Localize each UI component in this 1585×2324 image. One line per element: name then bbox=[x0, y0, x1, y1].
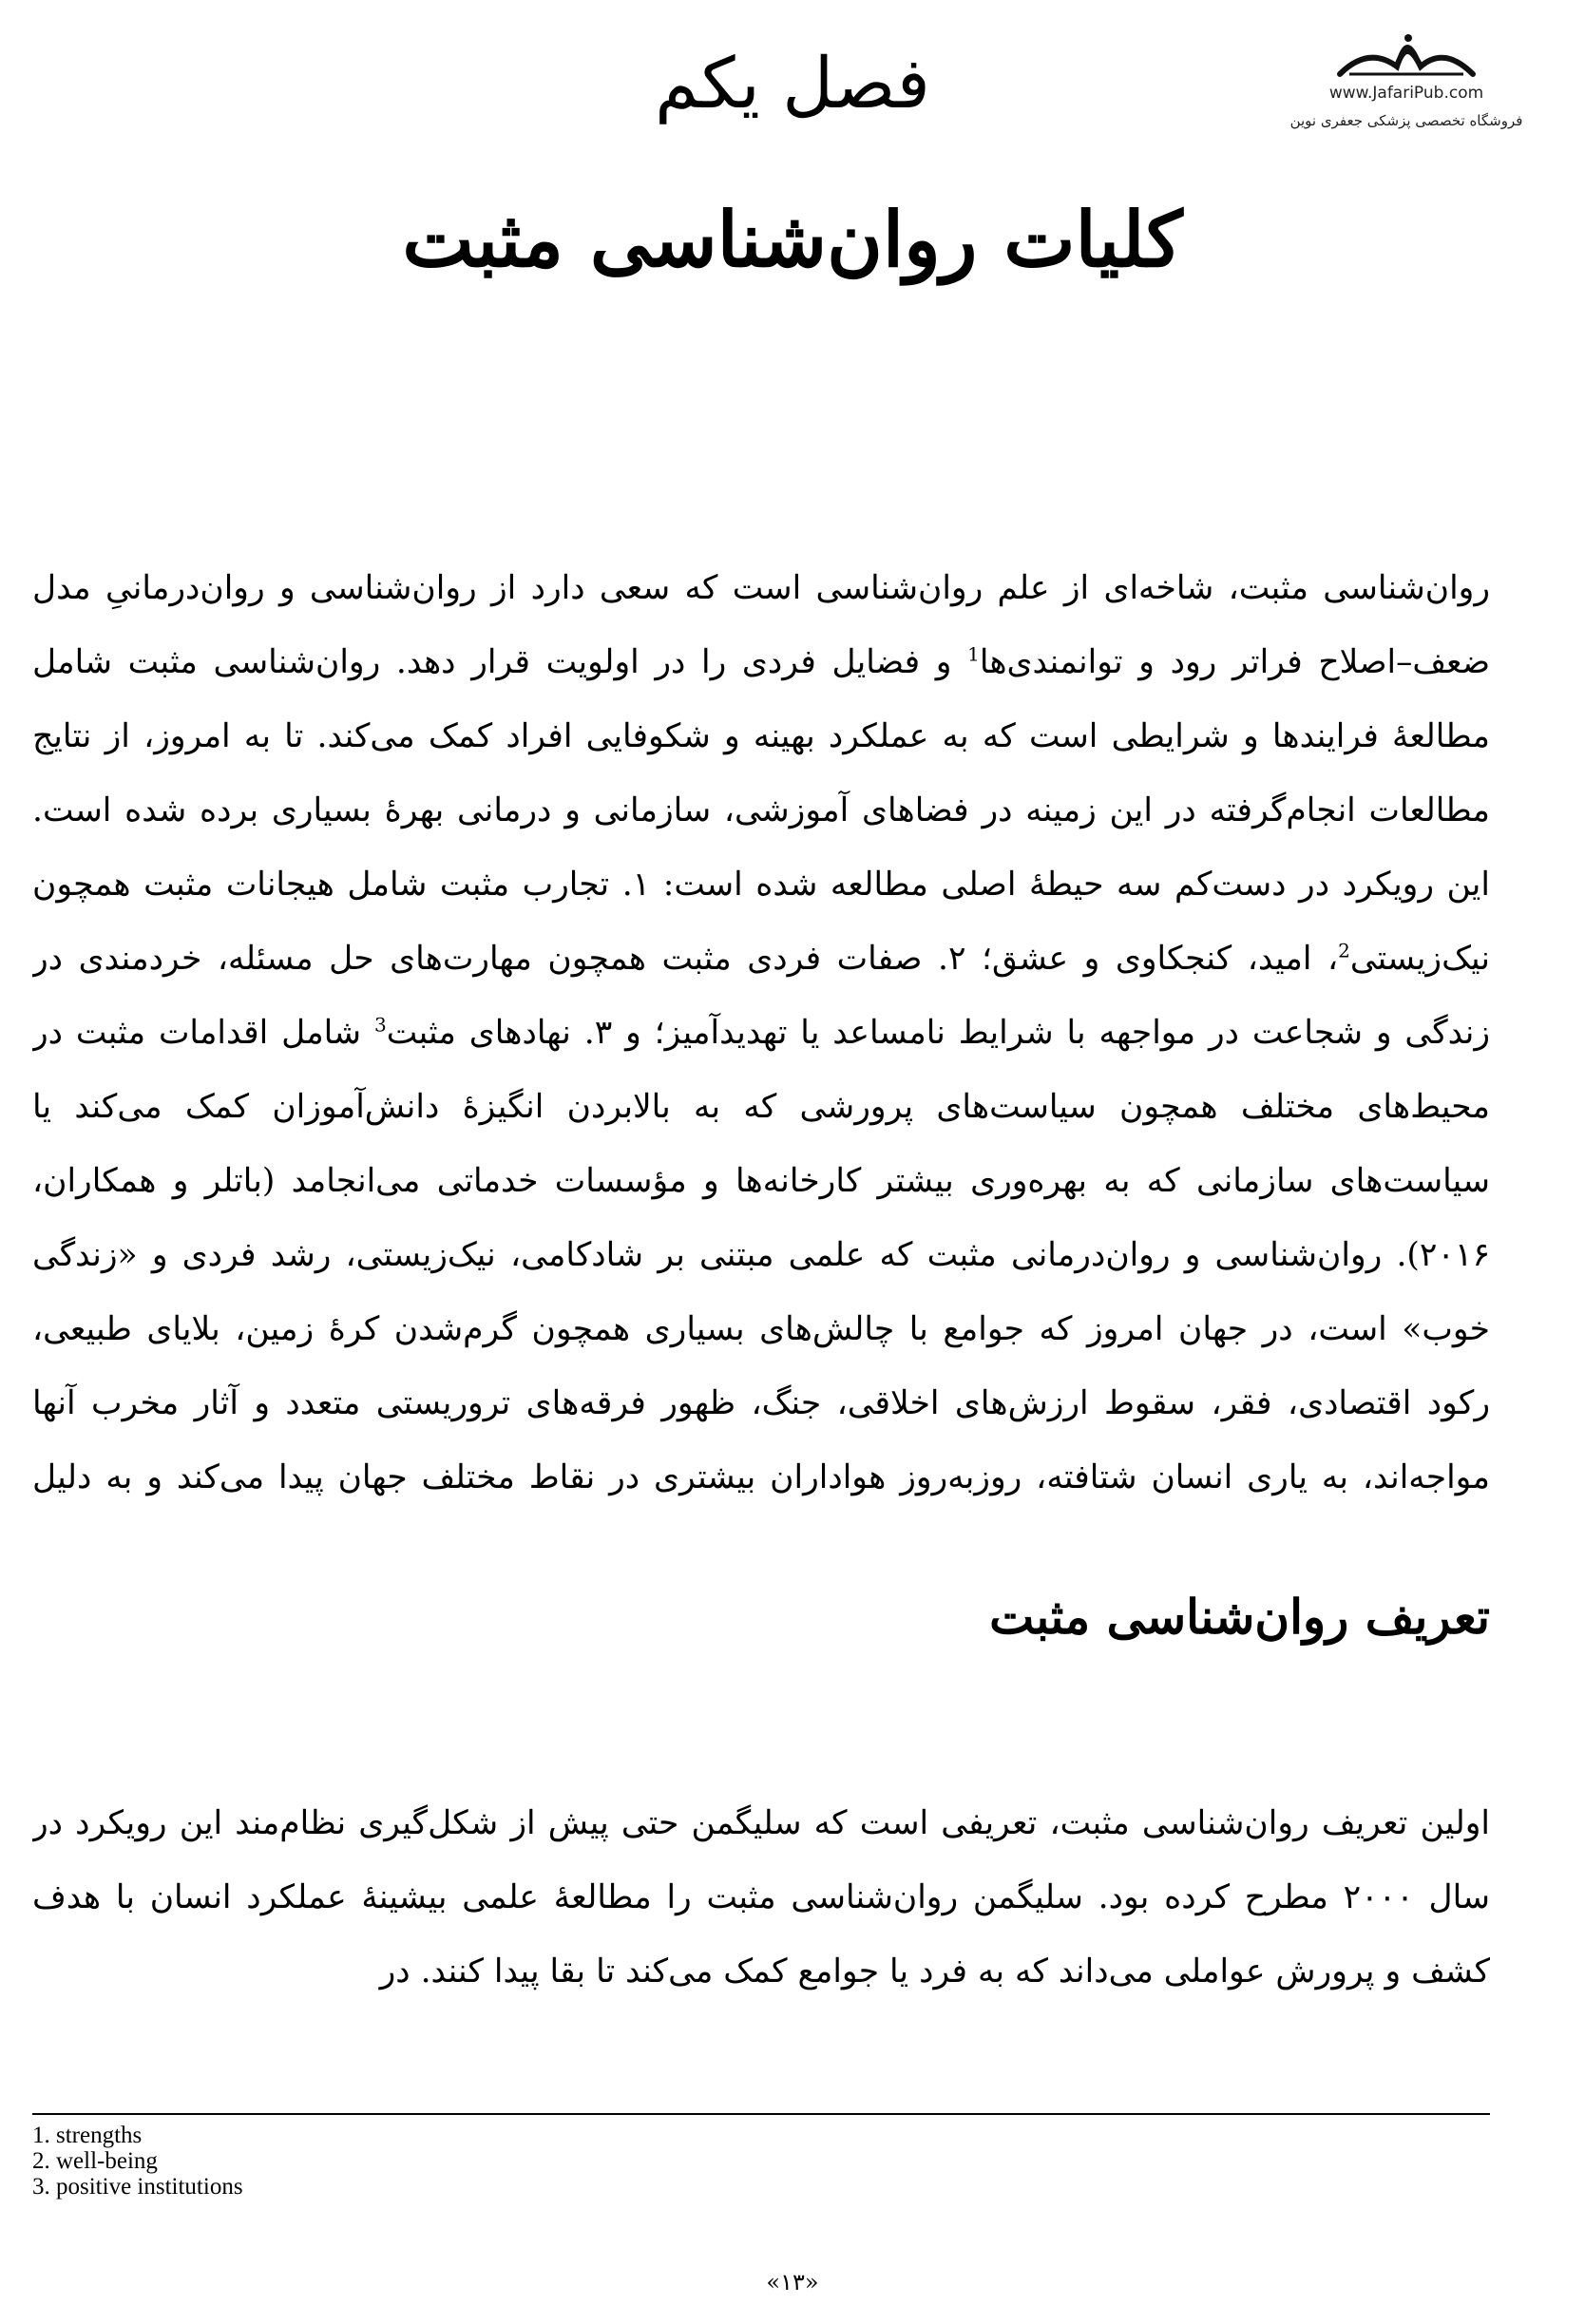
footnotes-list bbox=[32, 2123, 243, 2200]
intro-text-part-2: و فضایل فردی را در اولویت قرار دهد. روان‌شناسی مثبت شامل مطالعهٔ فرایندها و شرایطی است که به عملکرد بهینه و شکوفایی افراد کمک می‌کند. تا به امروز، از نتایج مطالعات انجام‌گرفته در این زمینه در فضاهای آموزشی، سازمانی و درمانی بهرهٔ بسیاری برده شده است. این رویکرد در دست‌کم سه حیطهٔ اصلی مطالعه شده است: ۱. تجارب مثبت شامل هیجانات مثبت همچون نیک‌زیستی bbox=[32, 643, 1490, 978]
intro-paragraph bbox=[32, 551, 1490, 1520]
section-heading-definition: تعریف روان‌شناسی مثبت bbox=[989, 1589, 1490, 1645]
intro-text-part-1: روان‌شناسی مثبت، شاخه‌ای از علم روان‌شناسی است که سعی دارد از روان‌شناسی و روان‌درمانیِ مدل ضعف–اصلاح فراتر رود و توانمندی‌ها bbox=[32, 569, 1490, 681]
footnote-ref-1: 1 bbox=[967, 642, 980, 666]
definition-paragraph: اولین تعریف روان‌شناسی مثبت، تعریفی است که سلیگمن حتی پیش از شکل‌گیری نظام‌مند این رویکرد در سال ۲۰۰۰ مطرح کرده بود. سلیگمن روان‌شناسی مثبت را مطالعهٔ علمی بیشینهٔ عملکرد انسان با هدف کشف و پرورش عواملی می‌داند که به فرد یا جوامع کمک می‌کند تا بقا پیدا کنند. در bbox=[32, 1804, 1490, 1991]
publisher-url: www.JafariPub.com bbox=[1328, 84, 1484, 103]
footnote-item: 3. positive institutions bbox=[32, 2174, 243, 2200]
publisher-tagline: فروشگاه تخصصی پزشکی جعفری نوین bbox=[1289, 112, 1523, 129]
footnote-item: 1. strengths bbox=[32, 2123, 143, 2148]
page-number: «۱۳» bbox=[766, 2269, 819, 2295]
intro-text-part-3: ، امید، کنجکاوی و عشق؛ ۲. صفات فردی مثبت همچون مهارت‌های حل مسئله، خردمندی در زندگی و شجاعت در مواجهه با شرایط نامساعد یا تهدیدآمیز؛ و ۳. نهادهای مثبت bbox=[32, 940, 1490, 1052]
footnote-item: 2. well-being bbox=[32, 2148, 158, 2174]
chapter-title: کلیات روان‌شناسی مثبت bbox=[402, 195, 1183, 284]
footnote-ref-2: 2 bbox=[1338, 939, 1350, 962]
chapter-number: فصل یکم bbox=[655, 43, 930, 124]
footnote-ref-3: 3 bbox=[373, 1013, 387, 1037]
intro-text-part-4: شامل اقدامات مثبت در محیط‌های مختلف همچون سیاست‌های پرورشی که به بالابردن انگیزهٔ دانش‌آموزان کمک می‌کند یا سیاست‌های سازمانی که به بهره‌وری بیشتر کارخانه‌ها و مؤسسات خدماتی می‌انجامد (باتلر و همکاران، ۲۰۱۶). روان‌شناسی و روان‌درمانی مثبت که علمی مبتنی بر شادکامی، نیک‌زیستی، رشد فردی و «زندگی خوب» است، در جهان امروز که جوامع با چالش‌های بسیاری همچون گرم‌شدن کرهٔ زمین، بلایای طبیعی، رکود اقتصادی، فقر، سقوط ارزش‌های اخلاقی، جنگ، ظهور فرقه‌های تروریستی متعدد و آثار مخرب آنها مواجه‌اند، به یاری انسان شتافته، روزبه‌روز هواداران بیشتری در نقاط مختلف جهان پیدا می‌کند و به دلیل bbox=[32, 1014, 1490, 1496]
footnote-divider bbox=[32, 2113, 1490, 2115]
